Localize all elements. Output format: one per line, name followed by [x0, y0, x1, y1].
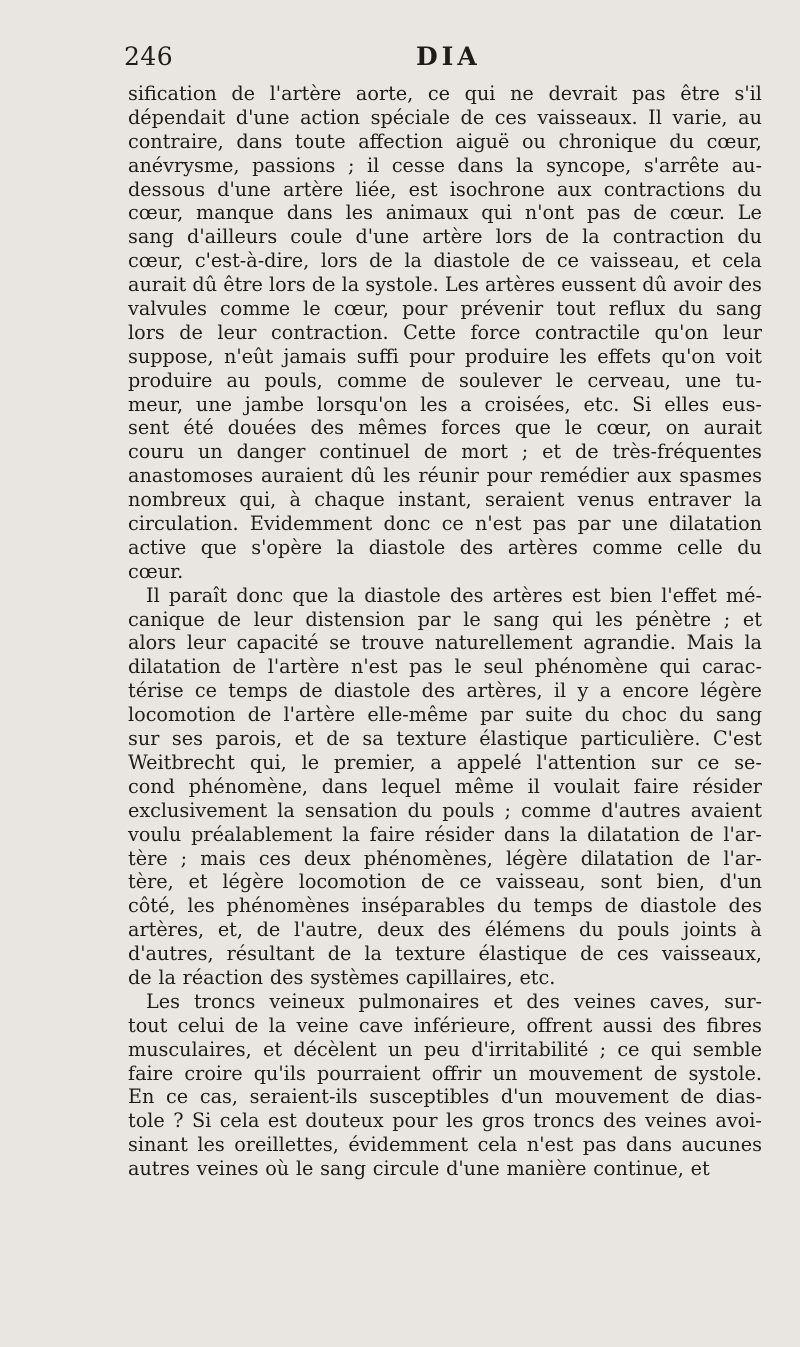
text-line: lors de leur contraction. Cette force contractile qu'on leur	[128, 320, 762, 344]
text-line: cœur, c'est-à-dire, lors de la diastole de ce vaisseau, et cela	[128, 249, 762, 273]
text-line: cœur.	[128, 559, 184, 583]
text-line: sang d'ailleurs coule d'une artère lors de la contraction du	[128, 225, 762, 249]
text-line: alors leur capacité se trouve naturellement agrandie. Mais la	[128, 631, 762, 655]
text-line: contraire, dans toute affection aiguë ou chronique du cœur,	[128, 129, 762, 153]
text-line: meur, une jambe lorsqu'on les a croisées, etc. Si elles eus-	[128, 392, 762, 416]
text-line: circulation. Evidemment donc ce n'est pas par une dilatation	[128, 512, 762, 536]
text-line: Les troncs veineux pulmonaires et des veines caves, sur-	[146, 989, 762, 1013]
text-line: couru un danger continuel de mort ; et de très-fréquentes	[128, 440, 762, 464]
text-line: artères, et, de l'autre, deux des élémens du pouls joints à	[128, 918, 762, 942]
text-line: dilatation de l'artère n'est pas le seul phénomène qui carac-	[128, 655, 762, 679]
text-line: dessous d'une artère liée, est isochrone aux contractions du	[128, 177, 762, 201]
text-line: produire au pouls, comme de soulever le cerveau, une tu-	[128, 368, 762, 392]
text-line: valvules comme le cœur, pour prévenir tout reflux du sang	[128, 297, 762, 321]
text-line: tère ; mais ces deux phénomènes, légère dilatation de l'ar-	[128, 846, 762, 870]
text-line: active que s'opère la diastole des artères comme celle du	[128, 535, 762, 559]
text-line: cond phénomène, dans lequel même il voulait faire résider	[128, 774, 762, 798]
text-line: Il paraît donc que la diastole des artères est bien l'effet mé-	[146, 583, 762, 607]
paragraph	[128, 584, 762, 990]
page-number: 246	[124, 42, 174, 71]
text-line: En ce cas, seraient-ils susceptibles d'un mouvement de dias-	[128, 1085, 762, 1109]
text-line: nombreux qui, à chaque instant, seraient venus entraver la	[128, 488, 762, 512]
text-line: autres veines où le sang circule d'une manière continue, et	[128, 1157, 710, 1181]
text-line: faire croire qu'ils pourraient offrir un mouvement de systole.	[128, 1061, 762, 1085]
body-text	[128, 82, 762, 1181]
text-line: suppose, n'eût jamais suffi pour produire les effets qu'on voit	[128, 344, 762, 368]
text-line: tout celui de la veine cave inférieure, offrent aussi des fibres	[128, 1013, 762, 1037]
text-line: locomotion de l'artère elle-même par suite du choc du sang	[128, 703, 762, 727]
text-line: tère, et légère locomotion de ce vaisseau, sont bien, d'un	[128, 870, 762, 894]
text-line: aurait dû être lors de la systole. Les artères eussent dû avoir des	[128, 273, 762, 297]
text-line: côté, les phénomènes inséparables du temps de diastole des	[128, 894, 762, 918]
text-line: sur ses parois, et de sa texture élastique particulière. C'est	[128, 727, 762, 751]
text-line: musculaires, et décèlent un peu d'irritabilité ; ce qui semble	[128, 1037, 762, 1061]
text-line: cœur, manque dans les animaux qui n'ont pas de cœur. Le	[128, 201, 762, 225]
text-line: d'autres, résultant de la texture élastique de ces vaisseaux,	[128, 942, 762, 966]
text-line: sinant les oreillettes, évidemment cela n'est pas dans aucunes	[128, 1133, 762, 1157]
text-line: dépendait d'une action spéciale de ces vaisseaux. Il varie, au	[128, 105, 762, 129]
text-line: de la réaction des systèmes capillaires, etc.	[128, 965, 556, 989]
page-header	[124, 42, 764, 74]
text-line: sification de l'artère aorte, ce qui ne devrait pas être s'il	[128, 82, 762, 105]
text-line: térise ce temps de diastole des artères, il y a encore légère	[128, 679, 762, 703]
paragraph	[128, 82, 762, 584]
text-line: Weitbrecht qui, le premier, a appelé l'attention sur ce se-	[128, 750, 762, 774]
paragraph	[128, 990, 762, 1181]
text-line: sent été douées des mêmes forces que le cœur, on aurait	[128, 416, 762, 440]
text-line: exclusivement la sensation du pouls ; comme d'autres avaient	[128, 798, 762, 822]
text-line: anastomoses auraient dû les réunir pour remédier aux spasmes	[128, 464, 762, 488]
text-line: anévrysme, passions ; il cesse dans la syncope, s'arrête au-	[128, 153, 762, 177]
text-line: canique de leur distension par le sang qui les pénètre ; et	[128, 607, 762, 631]
running-head: DIA	[416, 42, 481, 71]
text-line: tole ? Si cela est douteux pour les gros troncs des veines avoi-	[128, 1109, 762, 1133]
text-line: voulu préalablement la faire résider dans la dilatation de l'ar-	[128, 822, 762, 846]
